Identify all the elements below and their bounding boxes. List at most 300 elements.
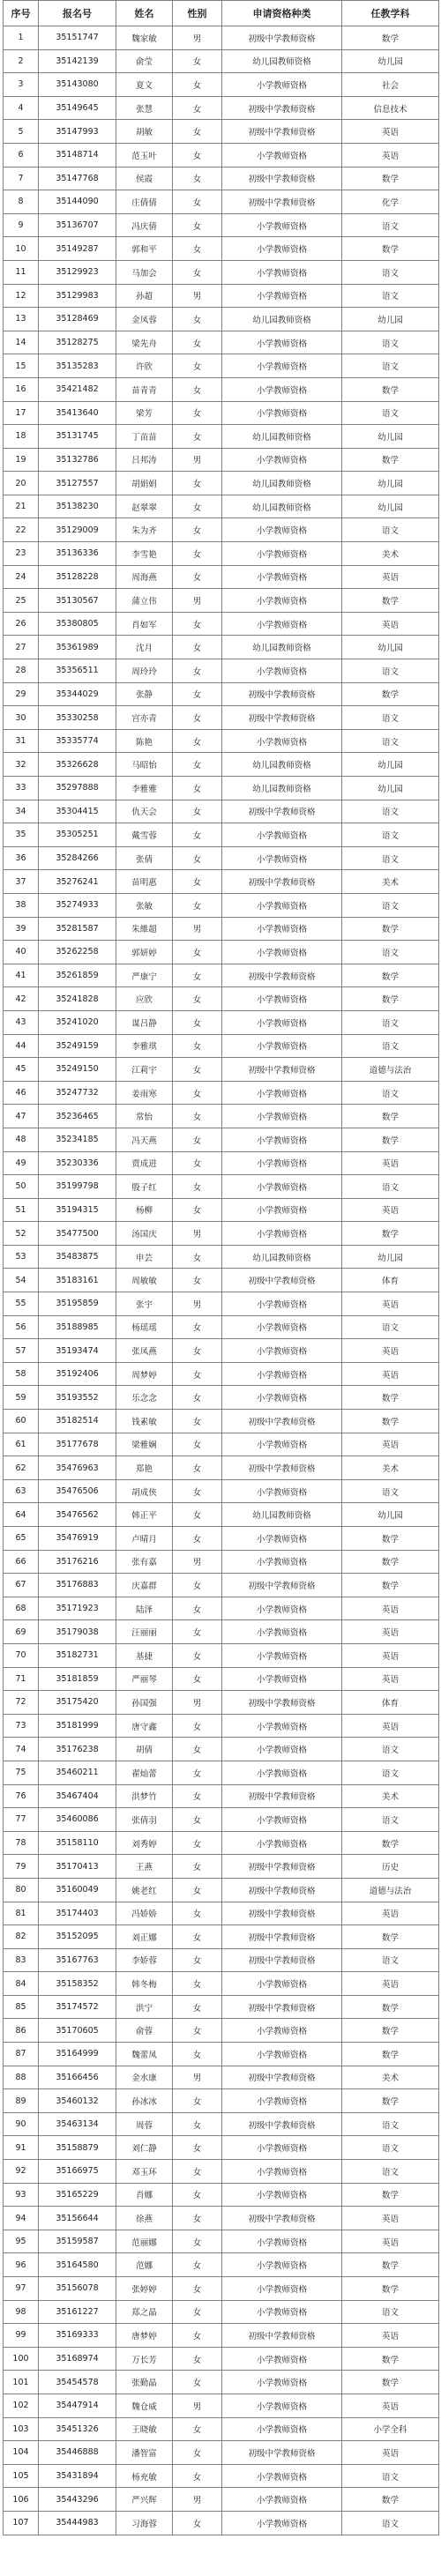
- cell-name: 庄倩倩: [116, 190, 173, 214]
- cell-qualification-type: 小学教师资格: [222, 2136, 342, 2160]
- cell-registration-no: 35176216: [39, 1550, 116, 1574]
- table-row: [4, 1925, 439, 1949]
- cell-index: 32: [4, 753, 39, 777]
- cell-name: 张静: [116, 682, 173, 706]
- table-row: [4, 472, 439, 495]
- cell-subject: 语文: [342, 893, 439, 917]
- cell-gender: 女: [173, 777, 222, 800]
- cell-name: 冯娇娇: [116, 1902, 173, 1925]
- table-row: [4, 308, 439, 331]
- cell-registration-no: 35305251: [39, 823, 116, 847]
- cell-name: 张勤晶: [116, 2371, 173, 2394]
- cell-gender: 女: [173, 682, 222, 706]
- cell-subject: 语文: [342, 1738, 439, 1761]
- table-row: [4, 1597, 439, 1620]
- table-row: [4, 1620, 439, 1644]
- cell-gender: 女: [173, 354, 222, 378]
- cell-subject: 语文: [342, 2112, 439, 2136]
- cell-qualification-type: 小学教师资格: [222, 659, 342, 683]
- cell-index: 4: [4, 96, 39, 120]
- table-row: [4, 331, 439, 354]
- table-row: [4, 1151, 439, 1175]
- cell-index: 63: [4, 1479, 39, 1503]
- cell-index: 78: [4, 1831, 39, 1855]
- cell-qualification-type: 初级中学教师资格: [222, 2066, 342, 2089]
- cell-registration-no: 35136336: [39, 542, 116, 566]
- table-row: [4, 1433, 439, 1456]
- cell-index: 60: [4, 1410, 39, 1433]
- cell-subject: 数学: [342, 2347, 439, 2371]
- table-row: [4, 706, 439, 730]
- cell-gender: 女: [173, 73, 222, 97]
- table-row: [4, 237, 439, 261]
- cell-subject: 数学: [342, 1574, 439, 1597]
- table-row: [4, 2394, 439, 2417]
- cell-gender: 女: [173, 893, 222, 917]
- cell-index: 87: [4, 2043, 39, 2066]
- cell-name: 殷子红: [116, 1175, 173, 1199]
- table-row: [4, 2417, 439, 2441]
- cell-name: 韩正平: [116, 1503, 173, 1527]
- cell-gender: 女: [173, 2277, 222, 2301]
- cell-qualification-type: 小学教师资格: [222, 2089, 342, 2113]
- table-row: [4, 2089, 439, 2113]
- cell-gender: 女: [173, 2230, 222, 2253]
- cell-name: 习海蓉: [116, 2511, 173, 2535]
- cell-subject: 数学: [342, 1128, 439, 1151]
- cell-registration-no: 35188985: [39, 1315, 116, 1339]
- cell-registration-no: 35129009: [39, 518, 116, 542]
- cell-gender: 女: [173, 542, 222, 566]
- cell-qualification-type: 初级中学教师资格: [222, 870, 342, 894]
- cell-index: 89: [4, 2089, 39, 2113]
- cell-registration-no: 35447914: [39, 2394, 116, 2417]
- table-row: [4, 518, 439, 542]
- cell-subject: 语文: [342, 1761, 439, 1784]
- cell-name: 郭和平: [116, 237, 173, 261]
- cell-index: 30: [4, 706, 39, 730]
- cell-subject: 英语: [342, 2394, 439, 2417]
- cell-gender: 男: [173, 1550, 222, 1574]
- cell-registration-no: 35168974: [39, 2347, 116, 2371]
- cell-subject: 化学: [342, 190, 439, 214]
- cell-subject: 英语: [342, 1620, 439, 1644]
- cell-subject: 语文: [342, 1081, 439, 1105]
- table-row: [4, 659, 439, 683]
- cell-name: 马昭怡: [116, 753, 173, 777]
- cell-name: 张凤燕: [116, 1339, 173, 1363]
- cell-name: 胡敏: [116, 120, 173, 144]
- cell-gender: 男: [173, 1292, 222, 1316]
- cell-name: 郑之晶: [116, 2300, 173, 2324]
- cell-gender: 女: [173, 2089, 222, 2113]
- table-row: [4, 1995, 439, 2019]
- cell-index: 33: [4, 777, 39, 800]
- cell-name: 魏家敏: [116, 26, 173, 50]
- cell-subject: 幼儿园: [342, 308, 439, 331]
- cell-qualification-type: 小学教师资格: [222, 2488, 342, 2512]
- cell-registration-no: 35174572: [39, 1995, 116, 2019]
- cell-gender: 女: [173, 2112, 222, 2136]
- cell-registration-no: 35144090: [39, 190, 116, 214]
- cell-gender: 女: [173, 1315, 222, 1339]
- cell-qualification-type: 小学教师资格: [222, 1386, 342, 1410]
- cell-qualification-type: 小学教师资格: [222, 917, 342, 941]
- table-row: [4, 1667, 439, 1691]
- cell-gender: 女: [173, 472, 222, 495]
- cell-subject: 英语: [342, 2324, 439, 2348]
- table-row: [4, 213, 439, 237]
- cell-gender: 女: [173, 2511, 222, 2535]
- cell-registration-no: 35476963: [39, 1456, 116, 1480]
- table-row: [4, 1761, 439, 1784]
- cell-subject: 数学: [342, 2277, 439, 2301]
- cell-registration-no: 35143080: [39, 73, 116, 97]
- cell-subject: 英语: [342, 2207, 439, 2230]
- cell-subject: 英语: [342, 143, 439, 167]
- cell-gender: 女: [173, 800, 222, 823]
- cell-gender: 女: [173, 2183, 222, 2207]
- cell-qualification-type: 小学教师资格: [222, 1010, 342, 1034]
- cell-name: 刘正娜: [116, 1925, 173, 1949]
- cell-qualification-type: 小学教师资格: [222, 1198, 342, 1222]
- cell-gender: 女: [173, 1245, 222, 1269]
- cell-gender: 女: [173, 565, 222, 589]
- cell-qualification-type: 小学教师资格: [222, 1714, 342, 1738]
- cell-index: 71: [4, 1667, 39, 1691]
- cell-name: 冯庆倩: [116, 213, 173, 237]
- cell-qualification-type: 小学教师资格: [222, 1315, 342, 1339]
- cell-qualification-type: 小学教师资格: [222, 1738, 342, 1761]
- cell-registration-no: 35194315: [39, 1198, 116, 1222]
- cell-qualification-type: 小学教师资格: [222, 2160, 342, 2184]
- cell-index: 105: [4, 2464, 39, 2488]
- cell-subject: 体育: [342, 1691, 439, 1715]
- cell-index: 42: [4, 987, 39, 1011]
- cell-subject: 语文: [342, 1479, 439, 1503]
- cell-gender: 女: [173, 2253, 222, 2277]
- cell-subject: 幼儿园: [342, 495, 439, 518]
- cell-registration-no: 35335774: [39, 729, 116, 753]
- cell-registration-no: 35182731: [39, 1643, 116, 1667]
- cell-index: 85: [4, 1995, 39, 2019]
- table-row: [4, 1339, 439, 1363]
- cell-qualification-type: 小学教师资格: [222, 1292, 342, 1316]
- cell-index: 102: [4, 2394, 39, 2417]
- header-qualification-type: 申请资格种类: [222, 1, 342, 26]
- cell-index: 16: [4, 377, 39, 401]
- cell-index: 57: [4, 1339, 39, 1363]
- cell-qualification-type: 小学教师资格: [222, 1667, 342, 1691]
- cell-name: 张敏: [116, 893, 173, 917]
- cell-index: 10: [4, 237, 39, 261]
- cell-index: 104: [4, 2441, 39, 2465]
- cell-gender: 女: [173, 425, 222, 449]
- cell-index: 35: [4, 823, 39, 847]
- cell-gender: 男: [173, 26, 222, 50]
- cell-qualification-type: 小学教师资格: [222, 729, 342, 753]
- cell-qualification-type: 小学教师资格: [222, 2183, 342, 2207]
- cell-subject: 数学: [342, 2371, 439, 2394]
- cell-index: 25: [4, 589, 39, 613]
- cell-gender: 男: [173, 589, 222, 613]
- cell-subject: 数学: [342, 917, 439, 941]
- cell-gender: 女: [173, 1784, 222, 1808]
- cell-registration-no: 35451326: [39, 2417, 116, 2441]
- cell-registration-no: 35176883: [39, 1574, 116, 1597]
- cell-gender: 女: [173, 1808, 222, 1832]
- cell-registration-no: 35130567: [39, 589, 116, 613]
- table-row: [4, 1292, 439, 1316]
- cell-name: 姚老红: [116, 1878, 173, 1902]
- cell-subject: 英语: [342, 565, 439, 589]
- cell-gender: 女: [173, 1738, 222, 1761]
- cell-index: 47: [4, 1105, 39, 1128]
- table-row: [4, 1058, 439, 1082]
- table-row: [4, 1386, 439, 1410]
- cell-gender: 女: [173, 1597, 222, 1620]
- cell-qualification-type: 小学教师资格: [222, 2230, 342, 2253]
- cell-subject: 英语: [342, 1597, 439, 1620]
- table-row: [4, 1855, 439, 1879]
- cell-subject: 语文: [342, 846, 439, 870]
- table-row: [4, 143, 439, 167]
- cell-name: 魏蕾凤: [116, 2043, 173, 2066]
- cell-registration-no: 35476506: [39, 1479, 116, 1503]
- cell-qualification-type: 小学教师资格: [222, 1597, 342, 1620]
- table-row: [4, 120, 439, 144]
- cell-gender: 女: [173, 167, 222, 190]
- cell-subject: 英语: [342, 1972, 439, 1996]
- cell-registration-no: 35132786: [39, 448, 116, 472]
- cell-qualification-type: 初级中学教师资格: [222, 706, 342, 730]
- cell-subject: 数学: [342, 987, 439, 1011]
- cell-index: 7: [4, 167, 39, 190]
- cell-subject: 幼儿园: [342, 777, 439, 800]
- cell-gender: 女: [173, 1105, 222, 1128]
- cell-index: 19: [4, 448, 39, 472]
- cell-registration-no: 35276241: [39, 870, 116, 894]
- cell-registration-no: 35164580: [39, 2253, 116, 2277]
- cell-subject: 语文: [342, 1010, 439, 1034]
- table-row: [4, 448, 439, 472]
- cell-index: 100: [4, 2347, 39, 2371]
- cell-gender: 女: [173, 1667, 222, 1691]
- cell-registration-no: 35159587: [39, 2230, 116, 2253]
- cell-gender: 女: [173, 237, 222, 261]
- cell-index: 2: [4, 49, 39, 73]
- table-row: [4, 1479, 439, 1503]
- table-row: [4, 1550, 439, 1574]
- cell-registration-no: 35156644: [39, 2207, 116, 2230]
- cell-gender: 女: [173, 1855, 222, 1879]
- cell-gender: 女: [173, 987, 222, 1011]
- cell-subject: 语文: [342, 518, 439, 542]
- table-row: [4, 846, 439, 870]
- cell-registration-no: 35142139: [39, 49, 116, 73]
- cell-registration-no: 35181999: [39, 1714, 116, 1738]
- cell-registration-no: 35166975: [39, 2160, 116, 2184]
- cell-qualification-type: 小学教师资格: [222, 73, 342, 97]
- cell-subject: 语文: [342, 213, 439, 237]
- cell-name: 刘仁静: [116, 2136, 173, 2160]
- cell-name: 杨柳: [116, 1198, 173, 1222]
- cell-registration-no: 35182514: [39, 1410, 116, 1433]
- cell-gender: 女: [173, 612, 222, 636]
- cell-registration-no: 35454578: [39, 2371, 116, 2394]
- cell-registration-no: 35156078: [39, 2277, 116, 2301]
- cell-registration-no: 35165229: [39, 2183, 116, 2207]
- cell-name: 张有嘉: [116, 1550, 173, 1574]
- cell-registration-no: 35361989: [39, 636, 116, 659]
- cell-gender: 女: [173, 213, 222, 237]
- table-row: [4, 2488, 439, 2512]
- cell-qualification-type: 小学教师资格: [222, 2394, 342, 2417]
- cell-index: 15: [4, 354, 39, 378]
- table-row: [4, 2136, 439, 2160]
- cell-subject: 英语: [342, 1714, 439, 1738]
- cell-registration-no: 35330258: [39, 706, 116, 730]
- cell-gender: 女: [173, 1128, 222, 1151]
- cell-qualification-type: 幼儿园教师资格: [222, 495, 342, 518]
- cell-qualification-type: 小学教师资格: [222, 2300, 342, 2324]
- cell-qualification-type: 幼儿园教师资格: [222, 1245, 342, 1269]
- cell-index: 101: [4, 2371, 39, 2394]
- cell-subject: 英语: [342, 1292, 439, 1316]
- cell-qualification-type: 幼儿园教师资格: [222, 308, 342, 331]
- cell-name: 基捷: [116, 1643, 173, 1667]
- cell-index: 37: [4, 870, 39, 894]
- cell-index: 91: [4, 2136, 39, 2160]
- cell-gender: 女: [173, 96, 222, 120]
- table-row: [4, 260, 439, 284]
- cell-qualification-type: 初级中学教师资格: [222, 1410, 342, 1433]
- table-row: [4, 2324, 439, 2348]
- cell-name: 周蓉: [116, 2112, 173, 2136]
- table-row: [4, 1831, 439, 1855]
- cell-name: 金水康: [116, 2066, 173, 2089]
- cell-qualification-type: 初级中学教师资格: [222, 2441, 342, 2465]
- cell-index: 86: [4, 2019, 39, 2043]
- cell-registration-no: 35164999: [39, 2043, 116, 2066]
- cell-qualification-type: 小学教师资格: [222, 1339, 342, 1363]
- cell-registration-no: 35476562: [39, 1503, 116, 1527]
- cell-name: 范娜: [116, 2253, 173, 2277]
- cell-qualification-type: 幼儿园教师资格: [222, 636, 342, 659]
- cell-gender: 男: [173, 2066, 222, 2089]
- cell-name: 徐燕: [116, 2207, 173, 2230]
- cell-registration-no: 35326628: [39, 753, 116, 777]
- cell-gender: 男: [173, 2488, 222, 2512]
- cell-qualification-type: 小学教师资格: [222, 1222, 342, 1246]
- table-row: [4, 542, 439, 566]
- cell-gender: 女: [173, 2207, 222, 2230]
- cell-registration-no: 35261859: [39, 964, 116, 987]
- cell-subject: 数学: [342, 1527, 439, 1551]
- cell-index: 8: [4, 190, 39, 214]
- table-row: [4, 2347, 439, 2371]
- cell-index: 44: [4, 1034, 39, 1058]
- cell-name: 侯霞: [116, 167, 173, 190]
- cell-name: 郑艳: [116, 1456, 173, 1480]
- cell-registration-no: 35241828: [39, 987, 116, 1011]
- cell-registration-no: 35356511: [39, 659, 116, 683]
- cell-subject: 美术: [342, 2066, 439, 2089]
- cell-subject: 英语: [342, 612, 439, 636]
- cell-subject: 幼儿园: [342, 472, 439, 495]
- cell-registration-no: 35249159: [39, 1034, 116, 1058]
- cell-gender: 男: [173, 917, 222, 941]
- cell-registration-no: 35177678: [39, 1433, 116, 1456]
- cell-index: 6: [4, 143, 39, 167]
- cell-registration-no: 35460132: [39, 2089, 116, 2113]
- cell-qualification-type: 小学教师资格: [222, 331, 342, 354]
- cell-gender: 女: [173, 964, 222, 987]
- cell-index: 72: [4, 1691, 39, 1715]
- cell-registration-no: 35147993: [39, 120, 116, 144]
- cell-registration-no: 35199798: [39, 1175, 116, 1199]
- cell-subject: 语文: [342, 706, 439, 730]
- table-row: [4, 2371, 439, 2394]
- cell-index: 55: [4, 1292, 39, 1316]
- cell-name: 金凤蓉: [116, 308, 173, 331]
- table-row: [4, 2230, 439, 2253]
- cell-qualification-type: 小学教师资格: [222, 237, 342, 261]
- cell-qualification-type: 小学教师资格: [222, 1550, 342, 1574]
- cell-subject: 语文: [342, 260, 439, 284]
- cell-subject: 数学: [342, 237, 439, 261]
- cell-name: 许欣: [116, 354, 173, 378]
- header-name: 姓名: [116, 1, 173, 26]
- cell-subject: 数学: [342, 964, 439, 987]
- table-row: [4, 1878, 439, 1902]
- cell-qualification-type: 初级中学教师资格: [222, 1269, 342, 1292]
- cell-subject: 美术: [342, 542, 439, 566]
- cell-registration-no: 35431894: [39, 2464, 116, 2488]
- cell-gender: 女: [173, 1714, 222, 1738]
- cell-index: 74: [4, 1738, 39, 1761]
- cell-qualification-type: 小学教师资格: [222, 565, 342, 589]
- cell-qualification-type: 小学教师资格: [222, 542, 342, 566]
- cell-qualification-type: 小学教师资格: [222, 1433, 342, 1456]
- cell-gender: 女: [173, 2043, 222, 2066]
- cell-registration-no: 35158352: [39, 1972, 116, 1996]
- cell-name: 丁苗苗: [116, 425, 173, 449]
- table-row: [4, 2043, 439, 2066]
- cell-subject: 幼儿园: [342, 49, 439, 73]
- cell-subject: 英语: [342, 1151, 439, 1175]
- cell-name: 仇天会: [116, 800, 173, 823]
- cell-qualification-type: 初级中学教师资格: [222, 167, 342, 190]
- cell-gender: 女: [173, 659, 222, 683]
- cell-name: 周海燕: [116, 565, 173, 589]
- cell-subject: 语文: [342, 401, 439, 425]
- table-row: [4, 284, 439, 308]
- cell-name: 卢晴月: [116, 1527, 173, 1551]
- table-row: [4, 1714, 439, 1738]
- table-row: [4, 1503, 439, 1527]
- cell-registration-no: 35136707: [39, 213, 116, 237]
- cell-subject: 英语: [342, 1667, 439, 1691]
- table-row: [4, 167, 439, 190]
- cell-name: 赵翠翠: [116, 495, 173, 518]
- cell-index: 95: [4, 2230, 39, 2253]
- cell-registration-no: 35128228: [39, 565, 116, 589]
- cell-name: 韩冬梅: [116, 1972, 173, 1996]
- cell-gender: 女: [173, 1081, 222, 1105]
- cell-subject: 数学: [342, 167, 439, 190]
- cell-name: 邓玉环: [116, 2160, 173, 2184]
